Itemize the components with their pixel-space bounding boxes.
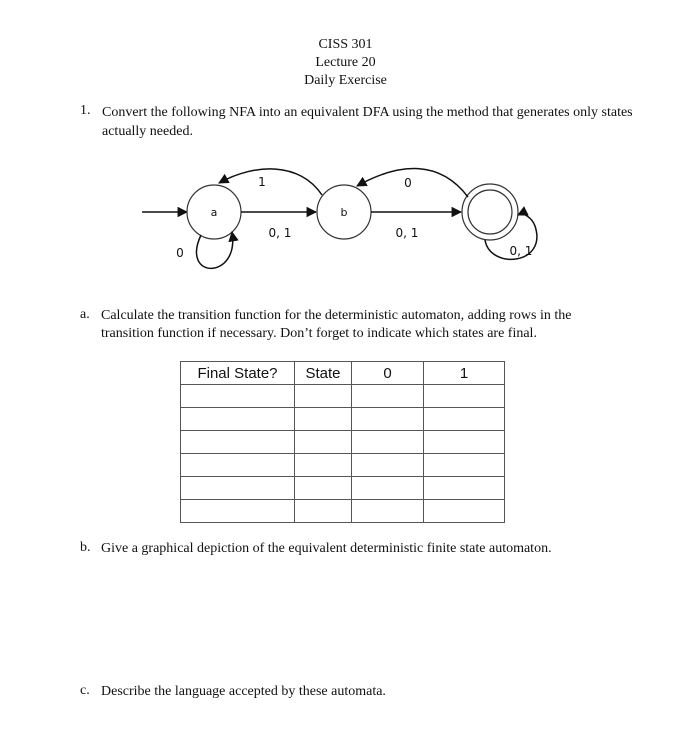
label-a-self: 0 — [176, 246, 184, 260]
table-cell[interactable] — [181, 408, 295, 431]
part-c-text: Describe the language accepted by these automata. — [101, 684, 386, 699]
table-cell[interactable] — [181, 477, 295, 500]
part-c-letter: c. — [80, 683, 90, 698]
table-cell[interactable] — [295, 500, 352, 523]
state-final-outer — [462, 184, 518, 240]
part-b-text: Give a graphical depiction of the equivalent deterministic finite state automaton. — [101, 541, 552, 556]
table-cell[interactable] — [424, 454, 505, 477]
exercise-subtitle: Daily Exercise — [304, 73, 387, 88]
table-cell[interactable] — [181, 500, 295, 523]
table-cell[interactable] — [295, 431, 352, 454]
table-cell[interactable] — [295, 385, 352, 408]
label-final-to-b: 0 — [404, 176, 412, 190]
question-text: Convert the following NFA into an equivalent DFA using the method that generates only states actually needed. — [102, 105, 633, 139]
table-cell[interactable] — [352, 431, 424, 454]
part-b-letter: b. — [80, 540, 91, 555]
table-cell[interactable] — [424, 408, 505, 431]
table-cell[interactable] — [181, 385, 295, 408]
table-cell[interactable] — [424, 431, 505, 454]
table-cell[interactable] — [181, 431, 295, 454]
table-cell[interactable] — [352, 500, 424, 523]
table-header-row — [181, 362, 505, 385]
table-cell[interactable] — [424, 500, 505, 523]
part-a-text: Calculate the transition function for the deterministic automaton, adding rows in the transition function if necessary. Don’t forget to indicate which states are final. — [101, 308, 572, 341]
state-b-label: b — [340, 206, 348, 219]
label-b-to-final: 0, 1 — [395, 226, 419, 240]
header-state: State — [295, 362, 352, 385]
table-cell[interactable] — [352, 477, 424, 500]
table-row — [181, 385, 505, 408]
table-cell[interactable] — [295, 477, 352, 500]
table-row — [181, 500, 505, 523]
question-number: 1. — [80, 103, 91, 118]
course-title: CISS 301 — [318, 37, 373, 52]
table-row — [181, 408, 505, 431]
table-cell[interactable] — [424, 385, 505, 408]
table-cell[interactable] — [352, 408, 424, 431]
label-b-to-a: 1 — [258, 175, 266, 189]
table-cell[interactable] — [181, 454, 295, 477]
label-final-self: 0, 1 — [509, 244, 533, 258]
table-row — [181, 431, 505, 454]
state-a-label: a — [210, 206, 218, 219]
header-final-state: Final State? — [181, 362, 295, 385]
nfa-diagram — [0, 0, 691, 300]
table-row — [181, 477, 505, 500]
label-a-to-b: 0, 1 — [268, 226, 292, 240]
part-a-letter: a. — [80, 307, 90, 322]
table-cell[interactable] — [295, 454, 352, 477]
table-cell[interactable] — [352, 454, 424, 477]
table-cell[interactable] — [424, 477, 505, 500]
transition-b-to-a — [219, 169, 322, 195]
table-cell[interactable] — [295, 408, 352, 431]
lecture-title: Lecture 20 — [315, 55, 376, 70]
table-row — [181, 454, 505, 477]
transition-table — [180, 361, 505, 523]
table-cell[interactable] — [352, 385, 424, 408]
transition-final-to-b — [357, 168, 468, 197]
header-input-1: 1 — [424, 362, 505, 385]
header-input-0: 0 — [352, 362, 424, 385]
